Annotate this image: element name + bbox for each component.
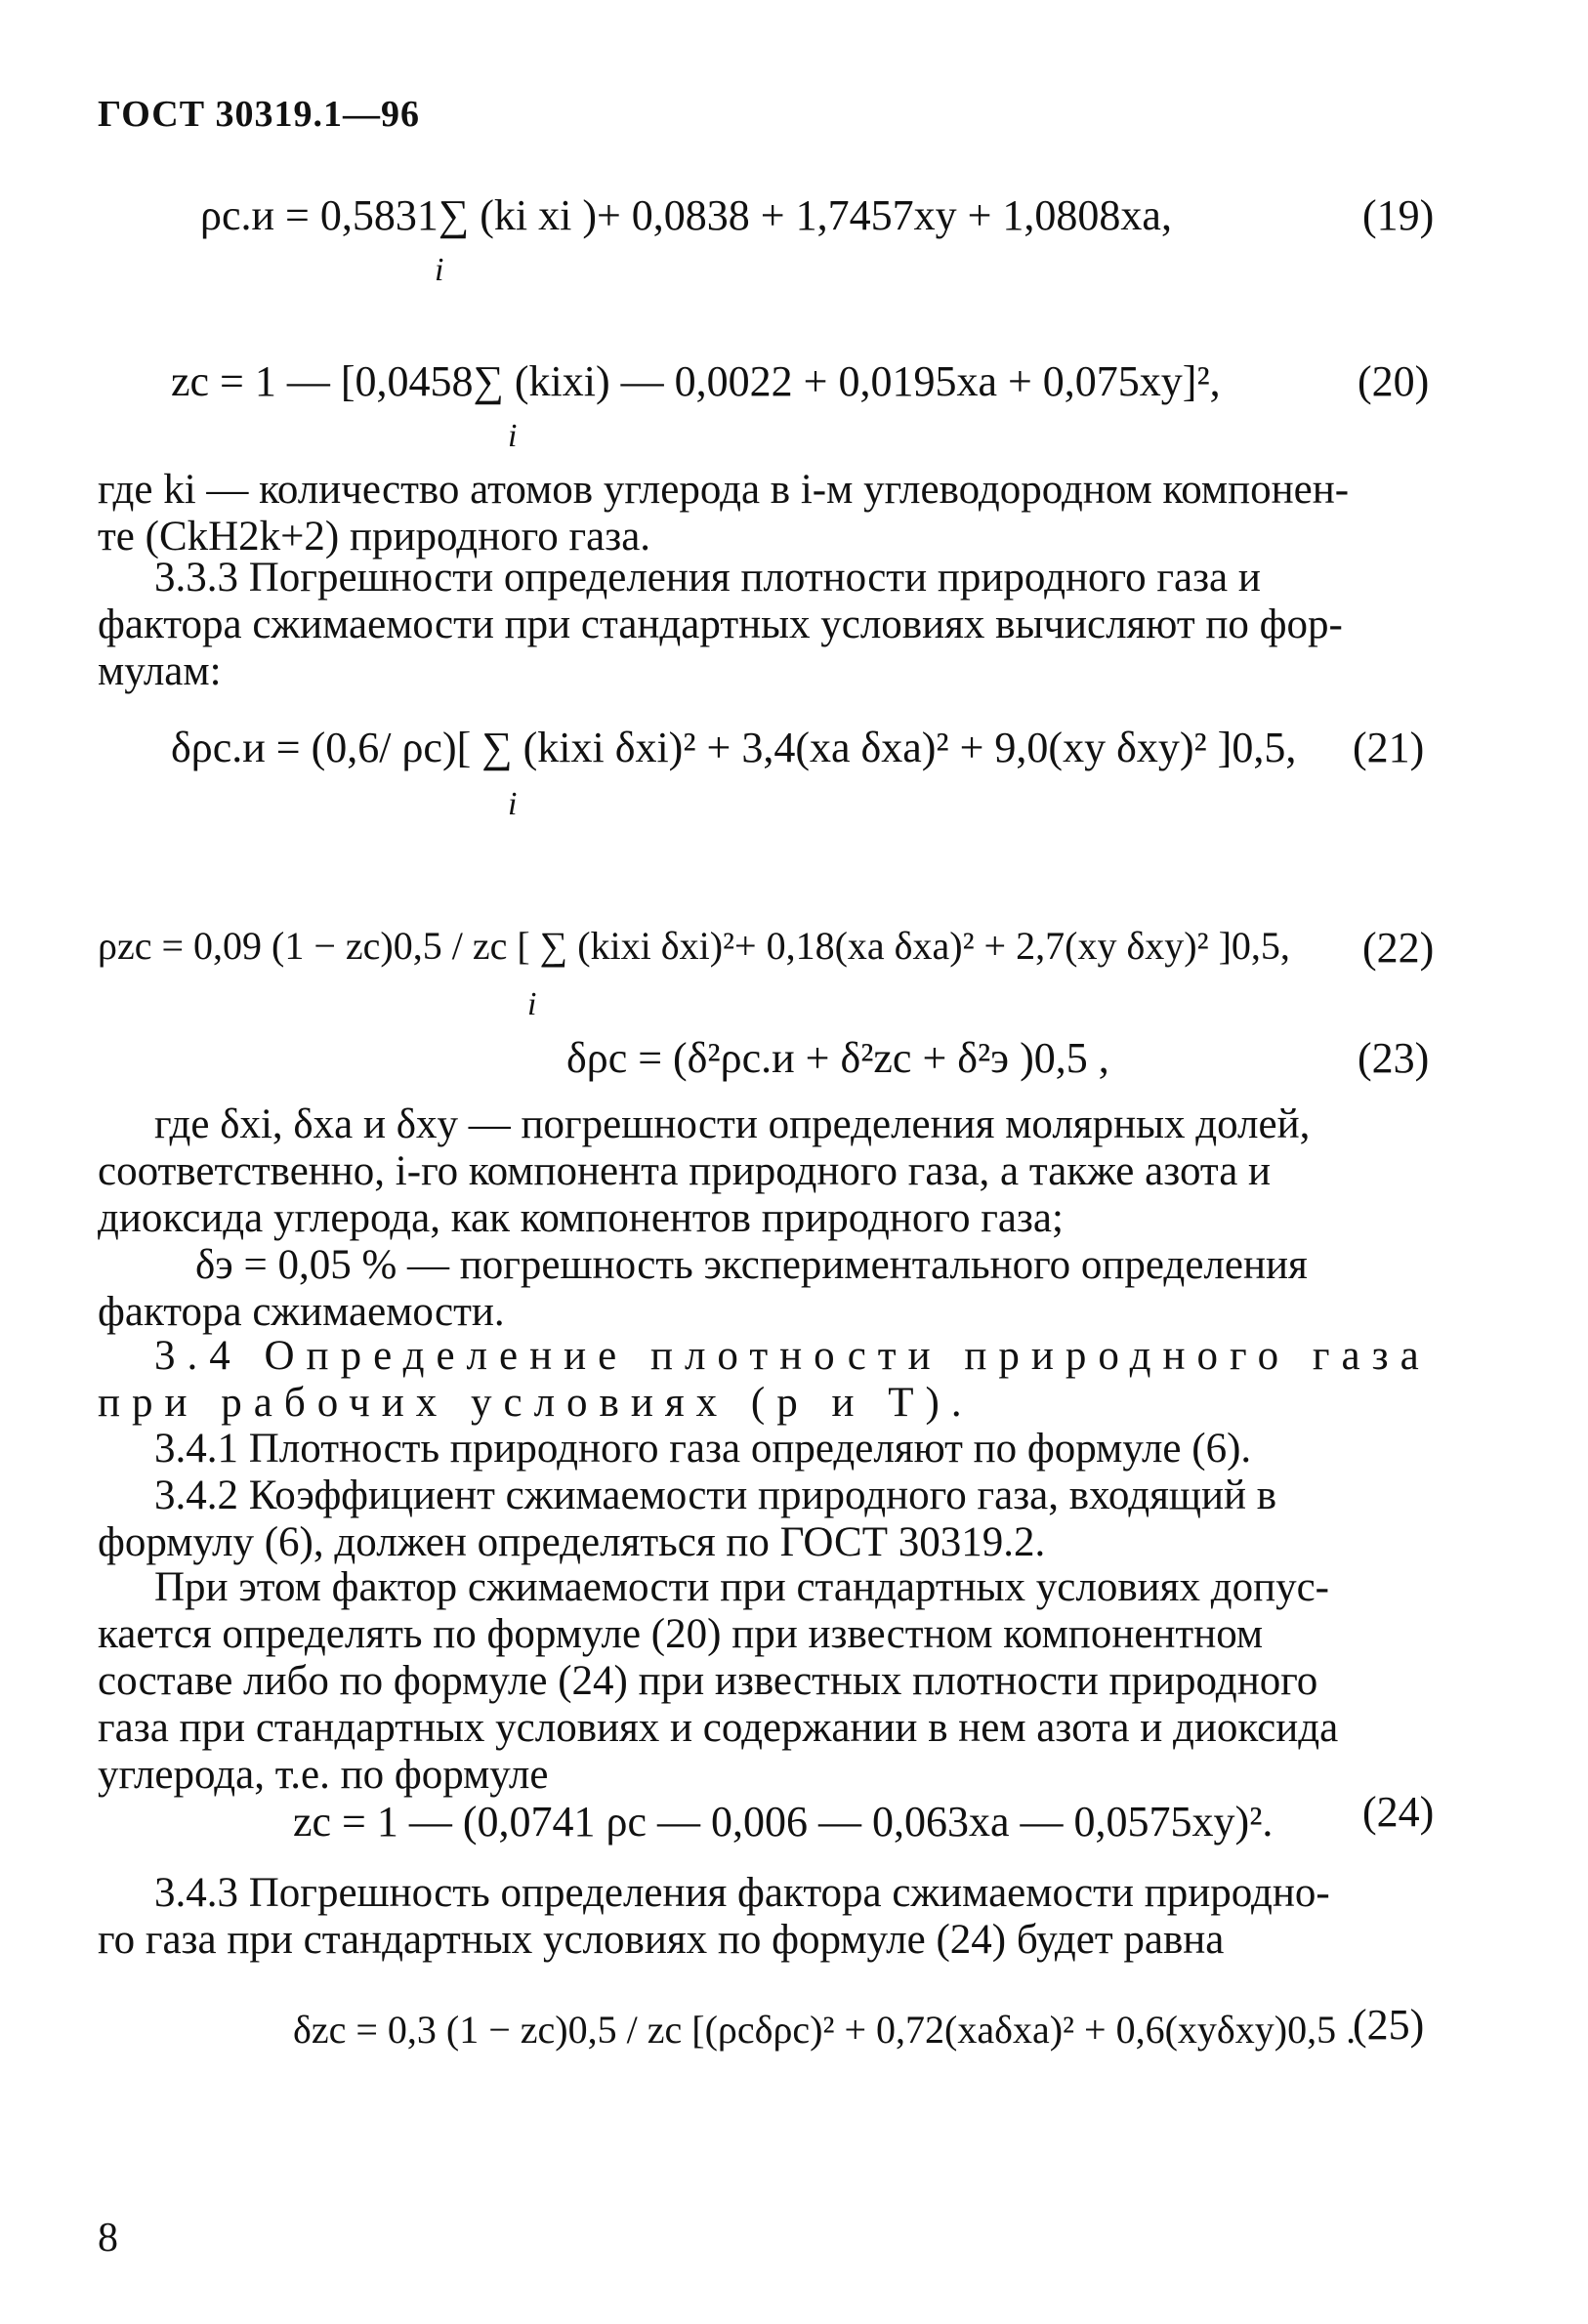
text-line: диоксида углерода, как компонентов природного газа;: [98, 1195, 1064, 1241]
equation-19-subscript: i: [435, 252, 444, 288]
equation-number-21: (21): [1353, 724, 1425, 771]
text-line: 3.4 Определение плотности природного газа: [154, 1333, 1431, 1379]
paragraph-3-3-3: [98, 555, 1441, 695]
text-line: го газа при стандартных условиях по формуле (24) будет равна: [98, 1917, 1225, 1963]
equation-20: zc = 1 — [0,0458∑ (kixi) — 0,0022 + 0,0195xа + 0,075xу]²,: [171, 357, 1221, 405]
text-line: формулу (6), должен определяться по ГОСТ 30319.2.: [98, 1519, 1046, 1565]
paragraph-delta-e: [98, 1242, 1441, 1336]
equation-22: ρzc = 0,09 (1 − zc)0,5 / zc [ ∑ (kixi δxi)²+ 0,18(xа δxа)² + 2,7(xу δxу)² ]0,5,: [98, 924, 1290, 968]
equation-21-subscript: i: [508, 786, 518, 822]
paragraph-compressibility: [98, 1564, 1441, 1799]
text-line: 3.4.3 Погрешность определения фактора сжимаемости природно-: [154, 1870, 1330, 1916]
paragraph-3-4-2: [98, 1473, 1441, 1566]
text-line: углерода, т.е. по формуле: [98, 1752, 549, 1798]
equation-20-subscript: i: [508, 418, 518, 454]
equation-19: ρс.и = 0,5831∑ (ki xi )+ 0,0838 + 1,7457xу + 1,0808xа,: [200, 191, 1172, 239]
text-line: где ki — количество атомов углерода в i-м углеводородном компонен-: [98, 467, 1350, 513]
text-line: фактора сжимаемости.: [98, 1289, 505, 1335]
equation-number-23: (23): [1358, 1034, 1430, 1082]
text-line: δэ = 0,05 % — погрешность экспериментального определения: [195, 1242, 1308, 1288]
equation-number-19: (19): [1362, 191, 1435, 239]
section-heading-3-4: [98, 1333, 1441, 1427]
equation-23: δρc = (δ²ρс.и + δ²zc + δ²э )0,5 ,: [566, 1034, 1109, 1082]
paragraph-ki-definition: [98, 467, 1441, 560]
text-line: кается определять по формуле (20) при известном компонентном: [98, 1611, 1264, 1657]
text-line: фактора сжимаемости при стандартных условиях вычисляют по фор-: [98, 602, 1343, 647]
text-line: составе либо по формуле (24) при известных плотности природного: [98, 1658, 1318, 1704]
equation-21: δρс.и = (0,6/ ρc)[ ∑ (kixi δxi)² + 3,4(xа δxа)² + 9,0(xу δxу)² ]0,5,: [171, 724, 1297, 771]
equation-number-25: (25): [1353, 2001, 1425, 2049]
text-line: при рабочих условиях (p и T).: [98, 1380, 974, 1426]
equation-number-22: (22): [1362, 924, 1435, 972]
text-line: При этом фактор сжимаемости при стандартных условиях допус-: [154, 1564, 1329, 1610]
text-line: газа при стандартных условиях и содержании в нем азота и диоксида: [98, 1705, 1339, 1751]
text-line: мулам:: [98, 648, 222, 694]
equation-number-24: (24): [1362, 1788, 1435, 1836]
page-number: 8: [98, 2216, 118, 2261]
text-line: 3.4.2 Коэффициент сжимаемости природного газа, входящий в: [154, 1473, 1277, 1518]
equation-number-20: (20): [1358, 357, 1430, 405]
paragraph-3-4-1: [98, 1426, 1441, 1473]
text-line: те (CkH2k+2) природного газа.: [98, 514, 651, 560]
text-line: соответственно, i-го компонента природного газа, а также азота и: [98, 1148, 1272, 1194]
text-line: где δxi, δxа и δxу — погрешности определения молярных долей,: [154, 1101, 1311, 1147]
equation-24: zc = 1 — (0,0741 ρc — 0,006 — 0,063xа — 0,0575xу)².: [293, 1798, 1274, 1846]
text-line: 3.3.3 Погрешности определения плотности природного газа и: [154, 555, 1261, 601]
paragraph-delta-definitions: [98, 1101, 1441, 1242]
text-line: 3.4.1 Плотность природного газа определяют по формуле (6).: [154, 1426, 1252, 1472]
document-header: ГОСТ 30319.1—96: [98, 94, 421, 135]
paragraph-3-4-3: [98, 1870, 1441, 1964]
equation-22-subscript: i: [527, 986, 537, 1022]
equation-25: δzc = 0,3 (1 − zc)0,5 / zc [(ρcδρc)² + 0,72(xаδxа)² + 0,6(xуδxу)0,5 .: [293, 2008, 1357, 2052]
